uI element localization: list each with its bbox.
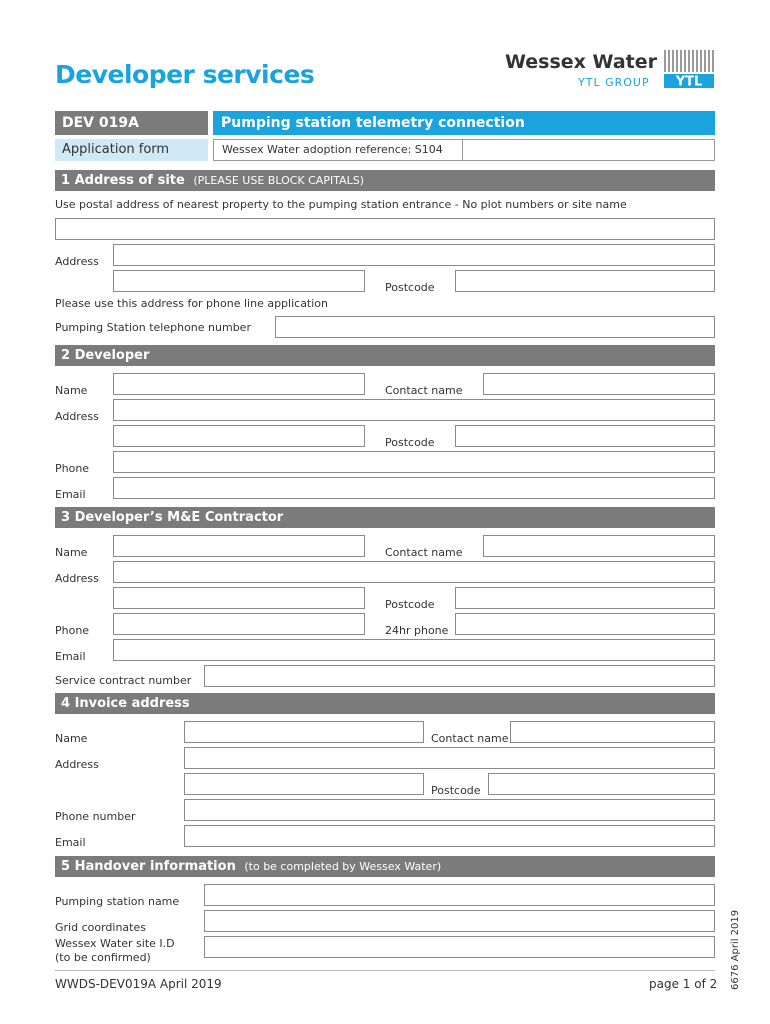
contractor-email-label: Email (55, 650, 86, 663)
section-1-header (55, 170, 715, 191)
group-name: YTL GROUP (578, 76, 650, 89)
invoice-name-field[interactable] (184, 721, 424, 743)
invoice-name-label: Name (55, 732, 88, 745)
contractor-phone-label: Phone (55, 624, 90, 637)
invoice-phone-label: Phone number (55, 810, 136, 823)
contractor-24hr-phone-label: 24hr phone (385, 624, 449, 637)
form-type: Application form (55, 139, 208, 161)
section-5-title: 5 Handover information (61, 859, 236, 874)
developer-name-label: Name (55, 384, 88, 397)
logo-text: YTL (675, 74, 703, 90)
site-id-note: (to be confirmed) (55, 951, 151, 964)
footer-divider (55, 970, 715, 971)
form-title: Pumping station telemetry connection (213, 111, 715, 135)
station-name-label: Pumping station name (55, 895, 180, 908)
station-name-field[interactable] (204, 884, 715, 906)
invoice-postcode-field[interactable] (488, 773, 715, 795)
site-id-label: Wessex Water site I.D (55, 937, 175, 950)
developer-phone-field[interactable] (113, 451, 715, 473)
invoice-address-label: Address (55, 758, 99, 771)
adoption-reference-field[interactable] (463, 140, 714, 160)
site-id-field[interactable] (204, 936, 715, 958)
site-address-line2[interactable] (113, 270, 365, 292)
developer-address-line2[interactable] (113, 425, 365, 447)
site-postcode-label: Postcode (385, 281, 435, 294)
developer-phone-label: Phone (55, 462, 90, 475)
invoice-postcode-label: Postcode (431, 784, 481, 797)
contractor-postcode-field[interactable] (455, 587, 715, 609)
contractor-name-field[interactable] (113, 535, 365, 557)
developer-contact-label: Contact name (385, 384, 463, 397)
site-instruction: Use postal address of nearest property to the pumping station entrance - No plot numbers or site name (55, 198, 627, 211)
grid-coordinates-field[interactable] (204, 910, 715, 932)
contractor-phone-field[interactable] (113, 613, 365, 635)
invoice-contact-field[interactable] (510, 721, 715, 743)
station-phone-field[interactable] (275, 316, 715, 338)
form-code: DEV 019A (55, 111, 208, 135)
invoice-address-line1[interactable] (184, 747, 715, 769)
developer-address-label: Address (55, 410, 99, 423)
footer-code: WWDS-DEV019A April 2019 (55, 977, 222, 991)
section-5-subtitle: (to be completed by Wessex Water) (244, 860, 442, 873)
invoice-email-label: Email (55, 836, 86, 849)
page-number: page 1 of 2 (649, 977, 718, 991)
contractor-address-label: Address (55, 572, 99, 585)
section-3-title: 3 Developer’s M&E Contractor (61, 510, 284, 525)
contractor-name-label: Name (55, 546, 88, 559)
site-address-line1[interactable] (113, 244, 715, 266)
section-4-title: 4 Invoice address (61, 696, 190, 711)
section-2-title: 2 Developer (61, 348, 150, 363)
contractor-email-field[interactable] (113, 639, 715, 661)
developer-email-label: Email (55, 488, 86, 501)
grid-coordinates-label: Grid coordinates (55, 921, 146, 934)
site-postcode-field[interactable] (455, 270, 715, 292)
invoice-contact-label: Contact name (431, 732, 509, 745)
developer-address-line1[interactable] (113, 399, 715, 421)
section-4-header (55, 693, 715, 714)
adoption-reference: Wessex Water adoption reference: S104 (213, 139, 715, 161)
section-5-header (55, 856, 715, 877)
developer-email-field[interactable] (113, 477, 715, 499)
developer-postcode-label: Postcode (385, 436, 435, 449)
invoice-phone-field[interactable] (184, 799, 715, 821)
contractor-address-line1[interactable] (113, 561, 715, 583)
invoice-address-line2[interactable] (184, 773, 424, 795)
developer-name-field[interactable] (113, 373, 365, 395)
page-title: Developer services (55, 60, 315, 89)
contractor-24hr-phone-field[interactable] (455, 613, 715, 635)
site-address-label: Address (55, 255, 99, 268)
section-1-subtitle: (PLEASE USE BLOCK CAPITALS) (193, 174, 364, 187)
ytl-logo-icon (664, 50, 714, 90)
service-contract-field[interactable] (204, 665, 715, 687)
developer-postcode-field[interactable] (455, 425, 715, 447)
section-1-title: 1 Address of site (61, 173, 185, 188)
service-contract-label: Service contract number (55, 674, 192, 687)
contractor-postcode-label: Postcode (385, 598, 435, 611)
contractor-address-line2[interactable] (113, 587, 365, 609)
contractor-contact-field[interactable] (483, 535, 715, 557)
contractor-contact-label: Contact name (385, 546, 463, 559)
invoice-email-field[interactable] (184, 825, 715, 847)
brand-name: Wessex Water (505, 51, 657, 73)
section-2-header (55, 345, 715, 366)
developer-contact-field[interactable] (483, 373, 715, 395)
phone-line-note: Please use this address for phone line application (55, 297, 329, 310)
section-3-header (55, 507, 715, 528)
station-phone-label: Pumping Station telephone number (55, 321, 251, 334)
site-name-field[interactable] (55, 218, 715, 240)
side-print-code: 6676 April 2019 (730, 909, 741, 990)
